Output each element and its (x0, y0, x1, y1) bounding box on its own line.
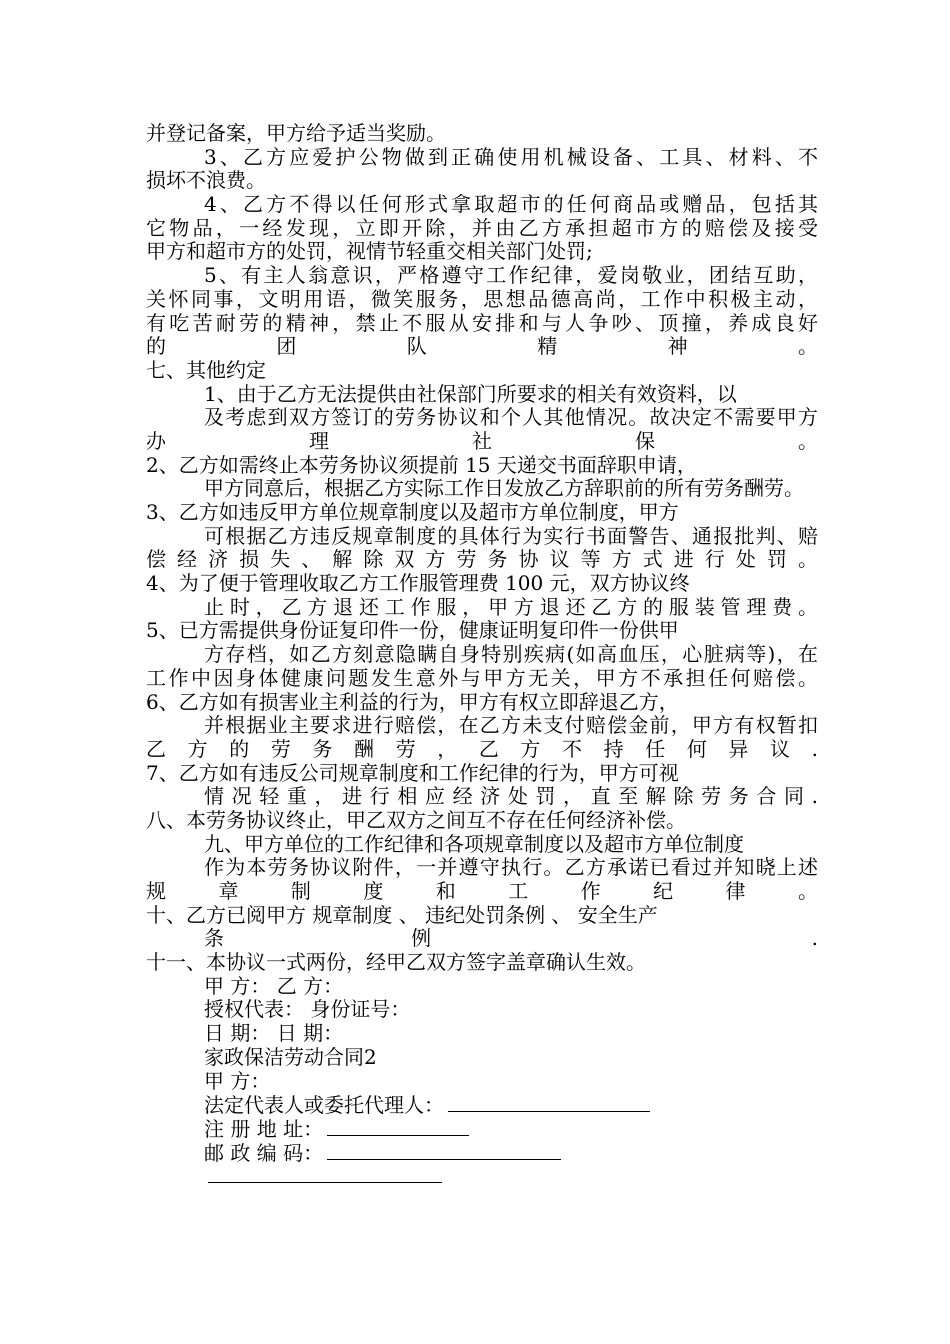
text-line: 甲方和超市方的处罚，视情节轻重交相关部门处罚; (146, 240, 593, 264)
blank-underline[interactable] (327, 1141, 561, 1160)
field-label: 法定代表人或委托代理人： (204, 1093, 444, 1117)
text-line: 5、有主人翁意识，严格遵守工作纪律，爱岗敬业，团结互助， (204, 264, 818, 288)
text-line: 十、乙方已阅甲方 规章制度 、 违纪处罚条例 、 安全生产 (146, 903, 658, 927)
signature-line (146, 1046, 818, 1070)
text-line: 八、本劳务协议终止，甲乙双方之间互不存在任何经济补偿。 (146, 808, 686, 832)
text-line: 止时，乙方退还工作服，甲方退还乙方的服装管理费。 (204, 595, 818, 619)
text-line: 6、乙方如有损害业主利益的行为，甲方有权立即辞退乙方， (146, 690, 679, 714)
text-line: 甲 方： 乙 方： (204, 974, 344, 998)
form-field-party-a (146, 1093, 818, 1117)
form-field-postcode (146, 1164, 818, 1188)
text-line: 条例 . (204, 927, 818, 951)
text-line: 甲方同意后，根据乙方实际工作日发放乙方辞职前的所有劳务酬劳。 (204, 477, 804, 501)
text-line: 规章制度和工作纪律。 (146, 880, 818, 903)
blank-underline[interactable] (327, 1117, 469, 1136)
form-field-address (146, 1141, 818, 1165)
text-line: 7、乙方如有违反公司规章制度和工作纪律的行为，甲方可视 (146, 761, 679, 785)
text-line: 有吃苦耐劳的精神，禁止不服从安排和与人争吵、顶撞，养成良好 (146, 311, 818, 335)
text-line: 并根据业主要求进行赔偿，在乙方未支付赔偿金前，甲方有权暂扣 (204, 714, 818, 738)
text-line: 4、乙方不得以任何形式拿取超市的任何商品或赠品，包括其 (204, 193, 818, 217)
text-line: 它物品，一经发现，立即开除，并由乙方承担超市方的赔偿及接受 (146, 216, 818, 240)
field-label: 邮 政 编 码： (204, 1140, 324, 1165)
blank-underline[interactable] (208, 1164, 442, 1183)
text-line: 情况轻重，进行相应经济处罚，直至解除劳务合同. (204, 785, 818, 809)
text-line: 方存档，如乙方刻意隐瞒自身特别疾病(如高血压，心脏病等)，在 (204, 643, 818, 667)
text-line: 3、乙方如违反甲方单位规章制度以及超市方单位制度，甲方 (146, 501, 679, 524)
text-line: 乙方的劳务酬劳，乙方不持任何异议. (146, 737, 818, 761)
signature-line (146, 1022, 818, 1046)
text-line: 可根据乙方违反规章制度的具体行为实行书面警告、通报批判、赔 (204, 524, 818, 548)
text-line: 损坏不浪费。 (146, 169, 266, 193)
text-line: 作为本劳务协议附件，一并遵守执行。乙方承诺已看过并知晓上述 (204, 856, 818, 880)
signature-label: 授权代表： 身份证号： (204, 998, 411, 1022)
text-line: 工作中因身体健康问题发生意外与甲方无关，甲方不承担任何赔偿。 (146, 666, 818, 690)
text-line: 七、其他约定 (146, 358, 266, 382)
text-line: 3、乙方应爱护公物做到正确使用机械设备、工具、材料、不 (204, 145, 818, 169)
text-line: 2、乙方如需终止本劳务协议须提前 15 天递交书面辞职申请， (146, 453, 697, 477)
text-line: 关怀同事，文明用语，微笑服务，思想品德高尚，工作中积极主动， (146, 287, 818, 311)
section-heading: 1、由于乙方无法提供由社保部门所要求的相关有效资料，以 (204, 382, 737, 406)
second-contract-title: 甲 方： (204, 1069, 271, 1093)
signature-label: 日 期： 日 期： (204, 1022, 344, 1046)
field-label (146, 1164, 204, 1188)
text-line: 4、为了便于管理收取乙方工作服管理费 100 元，双方协议终 (146, 572, 690, 596)
text-line: 偿经济损失、解除双方劳务协议等方式进行处罚。 (146, 548, 818, 572)
signature-label: 家政保洁劳动合同2 (204, 1045, 377, 1069)
field-label: 注 册 地 址： (204, 1116, 324, 1141)
contract-body (146, 122, 818, 1188)
blank-underline[interactable] (448, 1093, 650, 1112)
text-line: 十一、本协议一式两份，经甲乙双方签字盖章确认生效。 (146, 951, 646, 975)
signature-line (146, 998, 818, 1022)
text-line: 九、甲方单位的工作纪律和各项规章制度以及超市方单位制度 (204, 832, 744, 856)
text-line: 5、已方需提供身份证复印件一份，健康证明复印件一份供甲 (146, 619, 679, 643)
text-line: 办理社保。 (146, 429, 818, 453)
text-line: 的团队精神。 (146, 335, 818, 359)
text-line: 及考虑到双方签订的劳务协议和个人其他情况。故决定不需要甲方 (204, 406, 818, 430)
text-line: 并登记备案，甲方给予适当奖励。 (146, 122, 446, 145)
form-field-legal-rep (146, 1117, 818, 1141)
